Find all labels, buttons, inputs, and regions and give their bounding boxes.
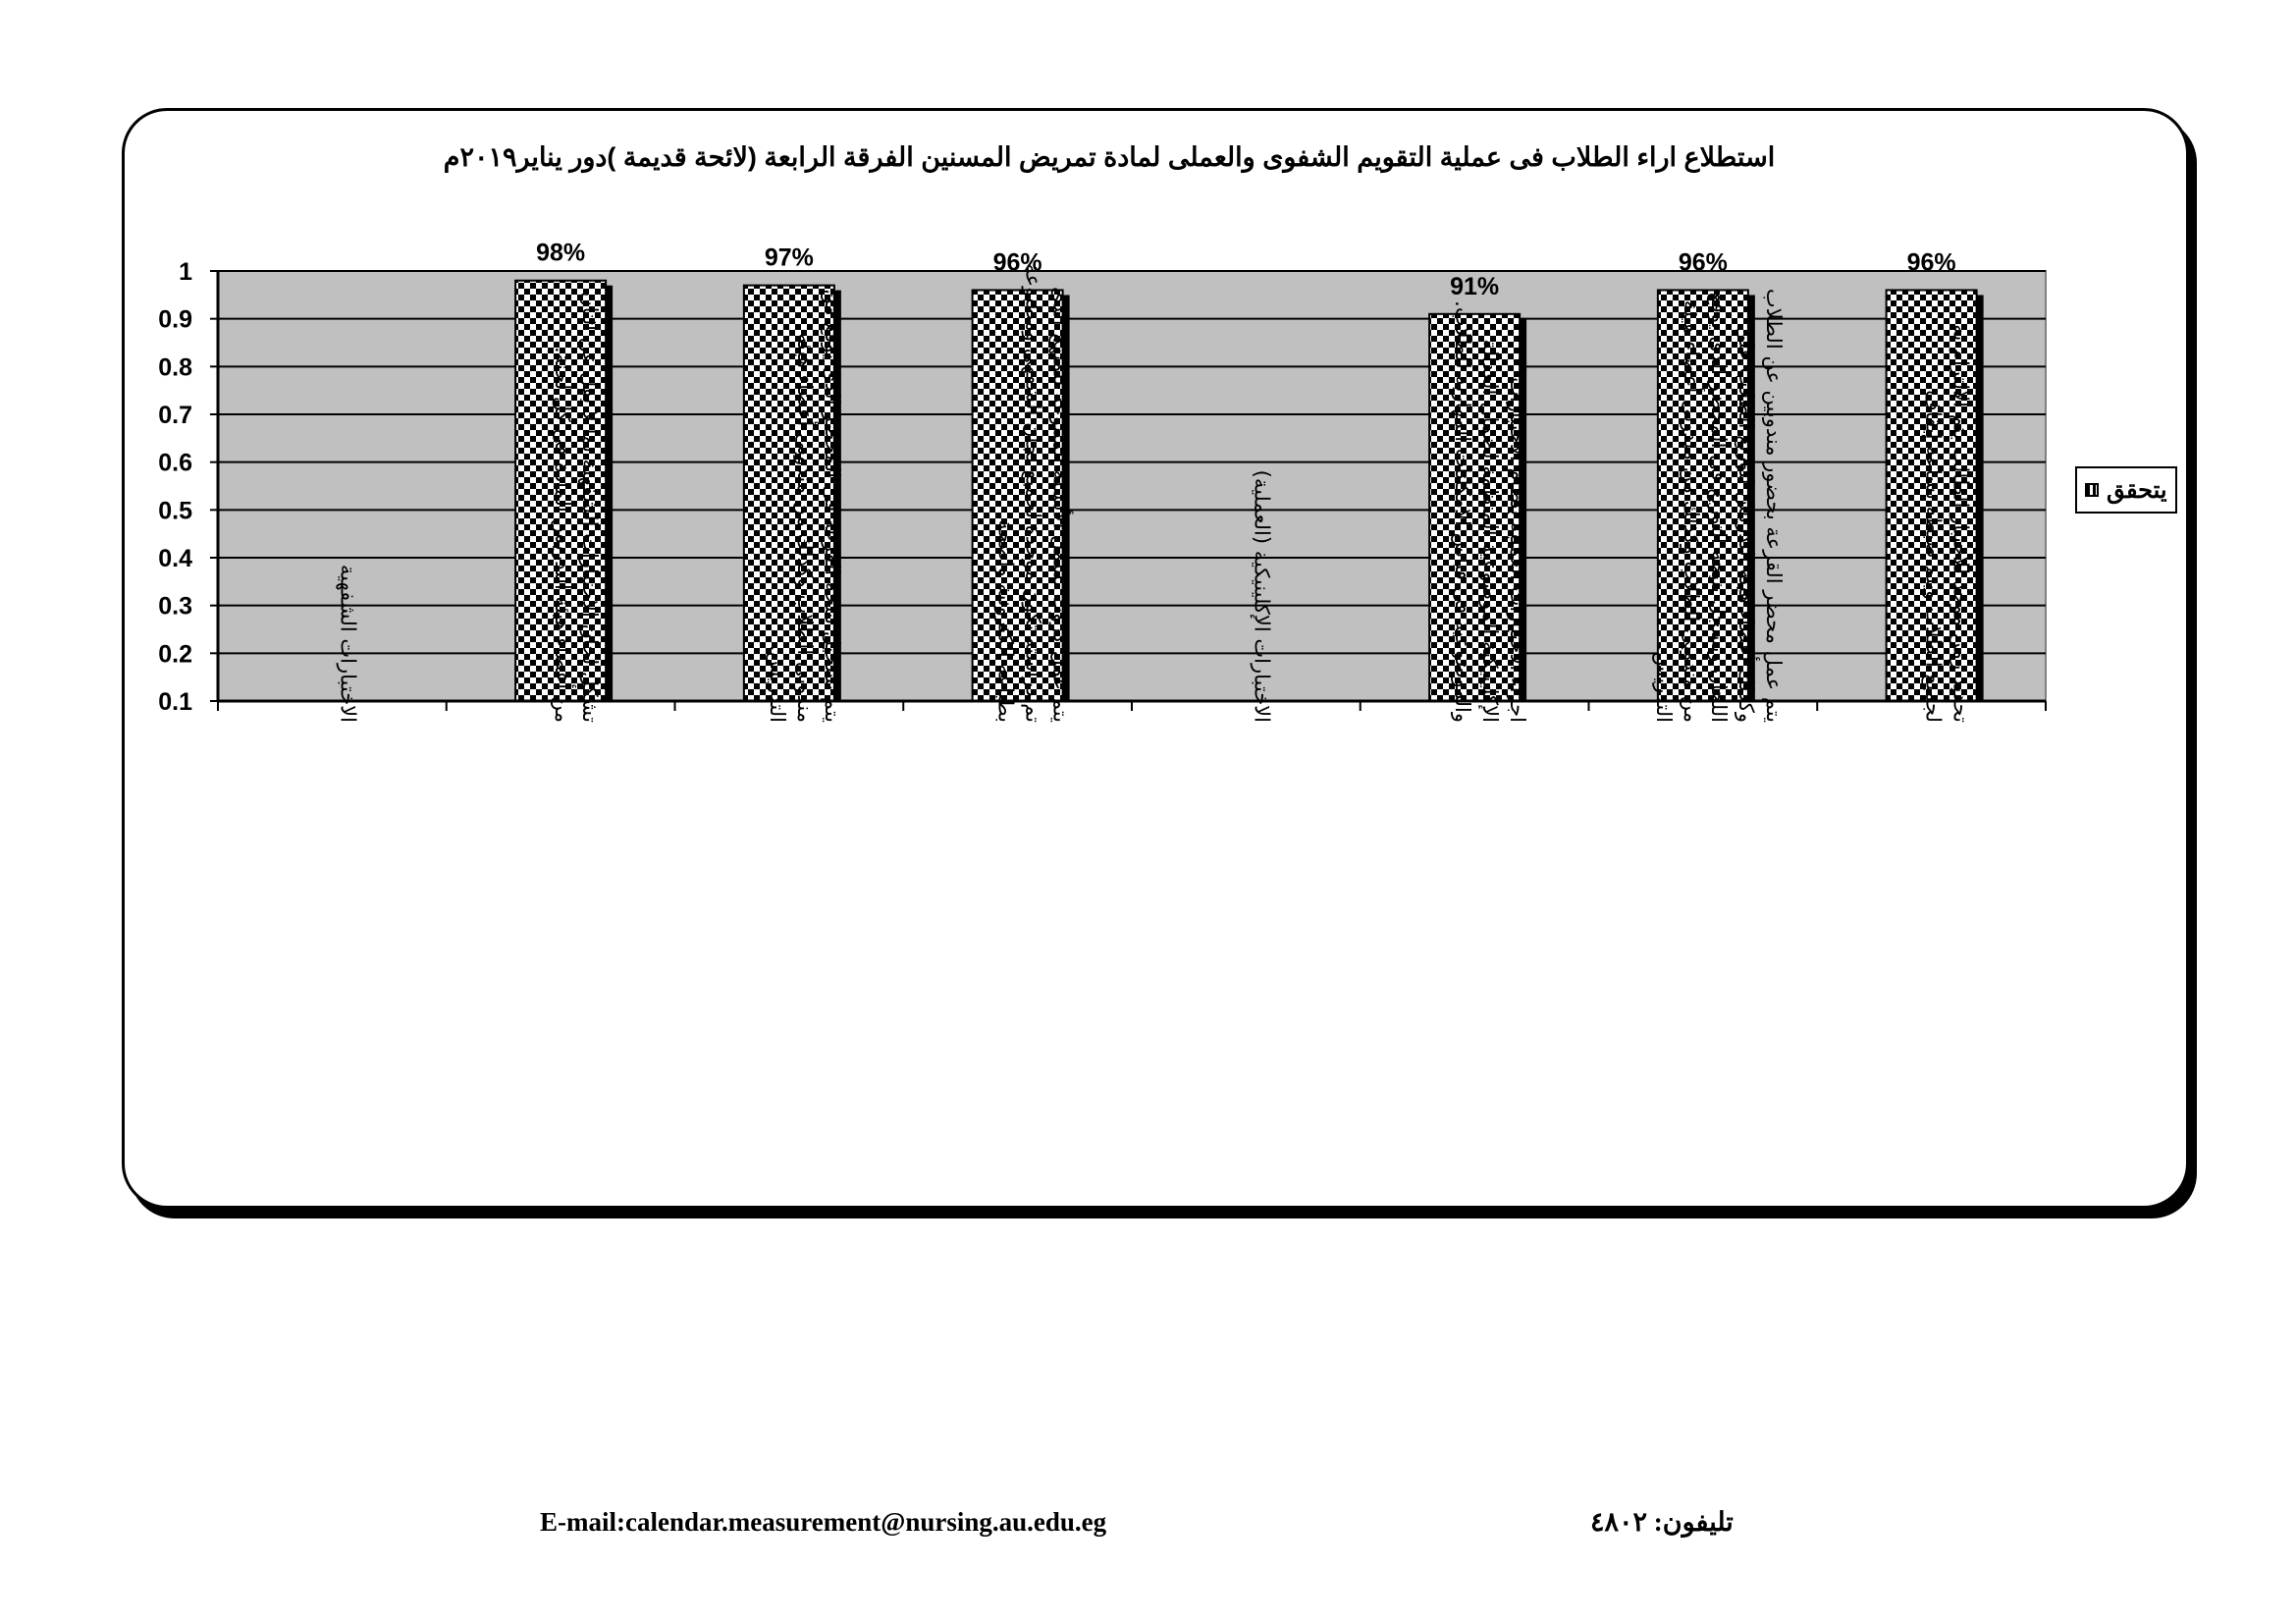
x-category-label-line: تحديد زمن موحد للاختبار الطالب يتم الالتزام به — [1949, 324, 1973, 723]
data-label: 91% — [1450, 272, 1500, 300]
legend-label: يتحقق — [2107, 476, 2167, 504]
x-category-label-line: يتم عمل كروت تشمل الأسئلة المتنوعة للمنهج الذى — [1048, 287, 1073, 723]
chart-title: استطلاع اراء الطلاب فى عملية التقويم الشفوى والعملى لمادة تمريض المسنين الفرقة الرابعة (لائحة قديمة )دور يناير٢٠١٩م — [443, 142, 1776, 172]
y-tick-label: 0.1 — [158, 688, 192, 716]
y-tick-label: 0.8 — [158, 353, 192, 382]
x-category-label-line: التدريس. — [1651, 644, 1676, 723]
x-category-label-line: الاختبارات الإكلينيكية (العملية) — [1250, 469, 1274, 723]
y-tick-label: 0.9 — [158, 305, 192, 334]
y-tick-label: 0.4 — [158, 545, 192, 572]
x-category-label-line: تم دراسته تكون موحدة لجميع لجان الشفهى ومطبوعة — [1021, 263, 1045, 723]
x-category-label-line: الاختبارات الشفهية — [336, 564, 360, 723]
data-label: 97% — [764, 244, 814, 272]
y-tick-label: 0.3 — [158, 592, 192, 621]
x-category-label-line: تشكل لجان الاختبارات الشفهية بما لا يقل عن اثنان — [578, 292, 603, 723]
x-category-label-line: وكذلك أعضاء هيئة التدريس لتوزيع الطلاب على — [1734, 324, 1758, 723]
data-label: 96% — [992, 248, 1042, 277]
x-category-label-line: من أعضاء هيئة التدريس المادة فى كل لجنة. — [551, 347, 575, 723]
x-category-label-line: اجراء الاختبارات العملية بنظام الاختبارات — [1506, 377, 1530, 723]
data-label: 98% — [536, 239, 586, 267]
x-category-label-line: يتم تسجيل نتيجة القرعة فى المحضر الذى يوقع من — [820, 289, 844, 723]
x-category-label-line: اللجان وتسجل نتيجة التوزيع فى المحضر الذى يوقع — [1706, 292, 1731, 723]
x-category-label-line: لجميع الطلاب ويتم ضبطه بساعة إيقاف. — [1921, 383, 1946, 723]
x-category-label-line: مندوبى الطلاب وكذلك من مندوبى أعضاء هيئة — [792, 333, 817, 723]
legend — [2075, 466, 2177, 514]
x-category-label — [336, 565, 359, 723]
x-category-label-line: من مندوبى الطلاب وكذلك من مندوبى أعضاء هيئة — [1679, 299, 1703, 723]
y-tick-label: 0.2 — [158, 640, 192, 669]
y-tick-label: 1 — [179, 258, 192, 286]
y-tick-label: 0.5 — [158, 497, 192, 525]
legend-swatch-icon — [2085, 483, 2099, 497]
x-category-label-line: الإكلينيكية الموضوعية المنظمة لضمان العدالة — [1478, 339, 1503, 723]
x-category-label — [1250, 470, 1273, 723]
x-category-label-line: يتم عمل محضر القرعة بحضور مندوبين عن الطلاب — [1761, 288, 1786, 723]
data-label: 96% — [1678, 248, 1728, 277]
data-label: 96% — [1906, 248, 1956, 277]
y-tick-label: 0.7 — [158, 402, 192, 429]
y-tick-label: 0.6 — [158, 449, 192, 477]
footer-email: E-mail:calendar.measurement@nursing.au.edu.eg — [540, 1507, 1107, 1537]
footer-phone: تليفون: ٤٨٠٢ — [1590, 1507, 1734, 1537]
x-category-label-line: والموضوعية فى قياس الإمكانات المهارية للطلاب. — [1451, 300, 1475, 723]
x-category-label-line: بطباعة الكترونية واضحة. — [993, 513, 1018, 723]
x-category-label-line: التدريس. — [765, 644, 789, 723]
